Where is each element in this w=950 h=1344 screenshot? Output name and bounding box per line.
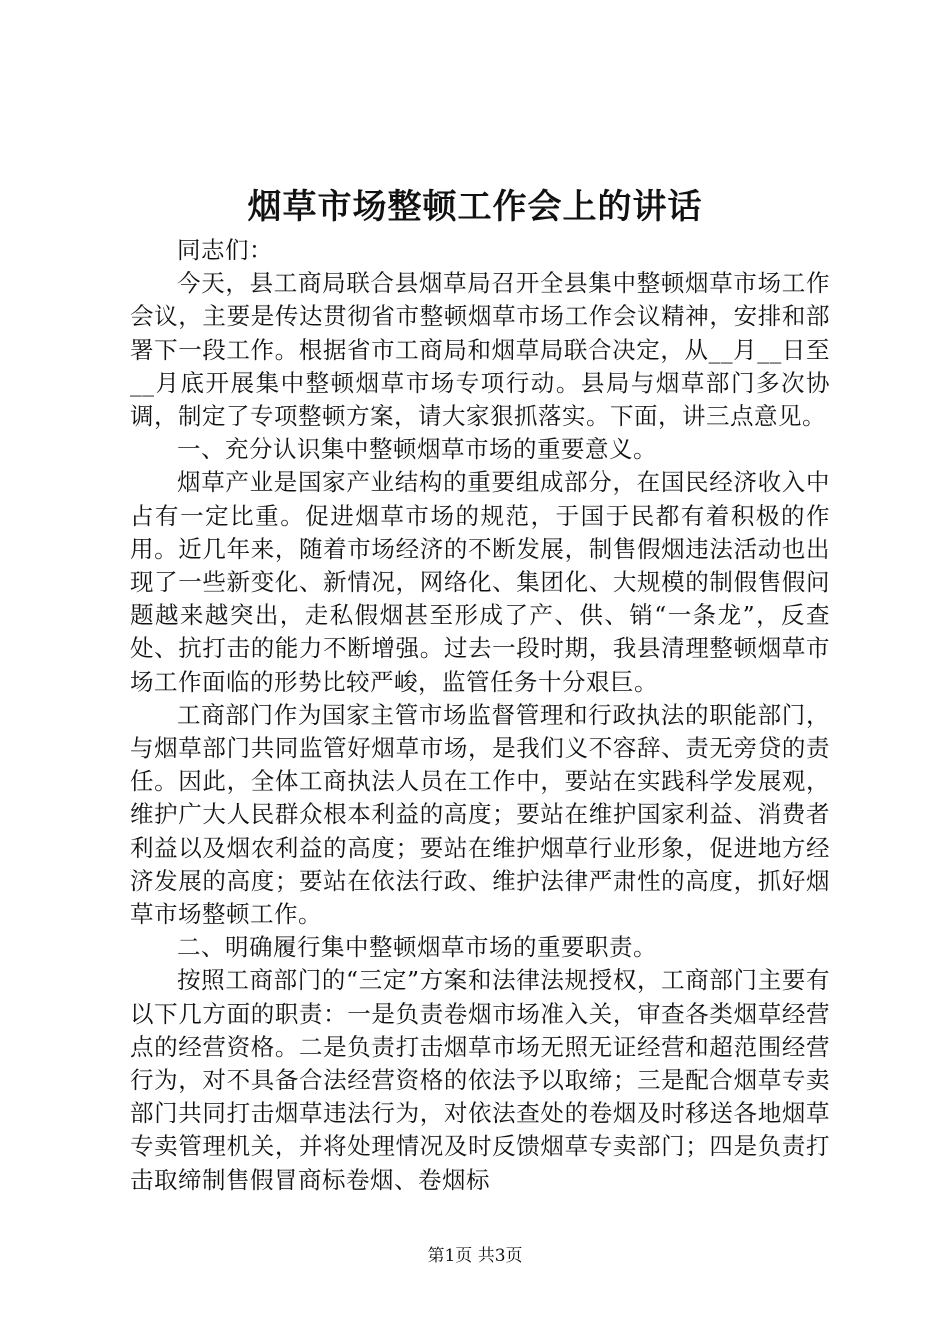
section-heading-2: 二、明确履行集中整顿烟草市场的重要职责。 xyxy=(177,933,657,962)
body-paragraph: 按照工商部门的“三定”方案和法律法规授权，工商部门主要有以下几方面的职责：一是负责卷烟市场准入关，审查各类烟草经营点的经营资格。二是负责打击烟草市场无照无证经营和超范围经营行为，对不具备合法经营资格的依法予以取缔；三是配合烟草专卖部门共同打击烟草违法行为，对依法查处的卷烟及时移送各地烟草专卖管理机关，并将处理情况及时反馈烟草专卖部门；四是负责打击取缔制售假冒商标卷烟、卷烟标 xyxy=(130,966,830,1194)
section-heading-1: 一、充分认识集中整顿烟草市场的重要意义。 xyxy=(177,435,657,464)
body-paragraph: 烟草产业是国家产业结构的重要组成部分，在国民经济收入中占有一定比重。促进烟草市场的规范，于国于民都有着积极的作用。近几年来，随着市场经济的不断发展，制售假烟违法活动也出现了一些新变化、新情况，网络化、集团化、大规模的制假售假问题越来越突出，走私假烟甚至形成了产、供、销“一条龙”，反查处、抗打击的能力不断增强。过去一段时期，我县清理整顿烟草市场工作面临的形势比较严峻，监管任务十分艰巨。 xyxy=(130,468,830,696)
document-title: 烟草市场整顿工作会上的讲话 xyxy=(247,187,703,227)
body-paragraph: 工商部门作为国家主管市场监督管理和行政执法的职能部门，与烟草部门共同监管好烟草市场，是我们义不容辞、责无旁贷的责任。因此，全体工商执法人员在工作中，要站在实践科学发展观，维护广大人民群众根本利益的高度；要站在维护国家利益、消费者利益以及烟农利益的高度；要站在维护烟草行业形象，促进地方经济发展的高度；要站在依法行政、维护法律严肃性的高度，抓好烟草市场整顿工作。 xyxy=(130,700,830,929)
greeting-paragraph: 同志们： xyxy=(177,236,273,264)
page-number-footer: 第1页 共3页 xyxy=(427,1246,523,1266)
document-body xyxy=(130,234,830,1197)
intro-paragraph: 今天，县工商局联合县烟草局召开全县集中整顿烟草市场工作会议，主要是传达贯彻省市整顿烟草市场工作会议精神，安排和部署下一段工作。根据省市工商局和烟草局联合决定，从__月__日至__月底开展集中整顿烟草市场专项行动。县局与烟草部门多次协调，制定了专项整顿方案，请大家狠抓落实。下面，讲三点意见。 xyxy=(130,269,830,431)
